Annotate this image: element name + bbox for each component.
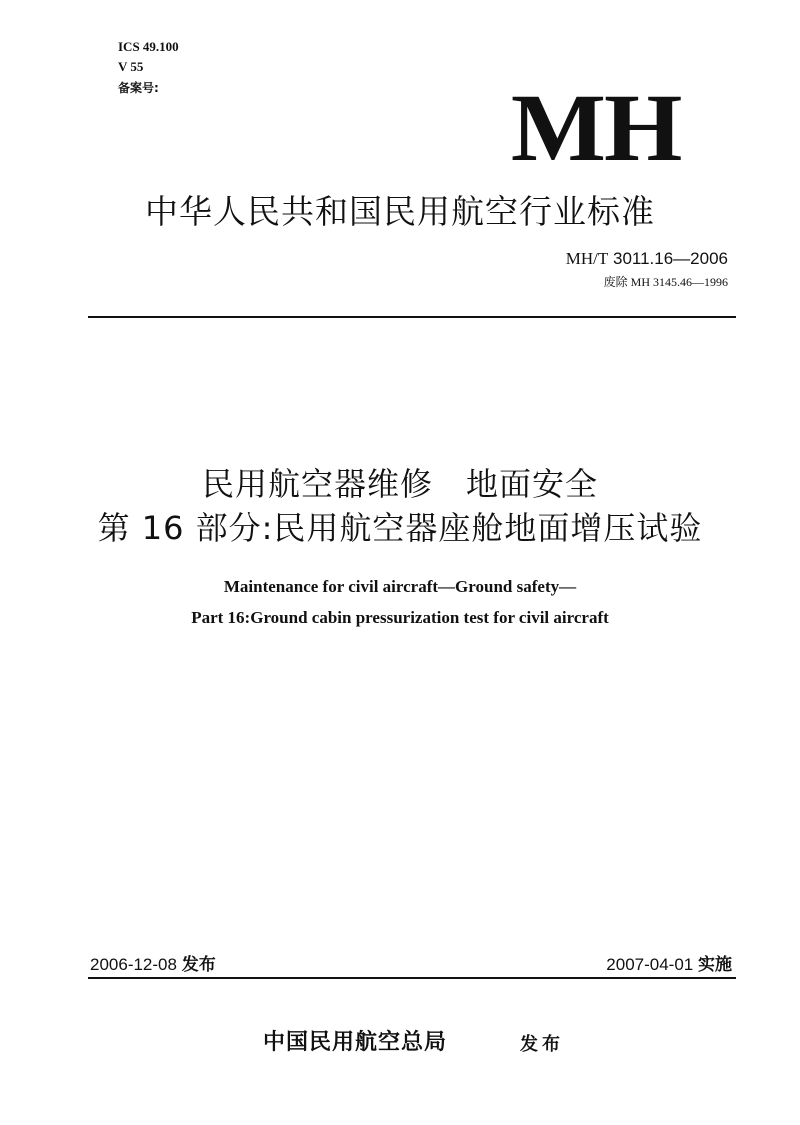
issuing-authority-suffix: 发布 — [520, 1034, 564, 1055]
top-divider — [88, 316, 736, 318]
issue-date-value: 2006-12-08 — [90, 955, 177, 974]
issuing-authority: 中国民用航空总局 — [263, 1030, 448, 1055]
title-en-line-1: Maintenance for civil aircraft—Ground safety— — [223, 577, 577, 596]
standard-code — [566, 248, 728, 270]
standard-code-number: 3011.16—2006 — [612, 249, 728, 268]
bottom-divider — [88, 977, 736, 979]
title-cn-line-1: 民用航空器维修 地面安全 — [201, 465, 598, 503]
implement-date-value: 2007-04-01 — [606, 955, 694, 974]
replaces-standard: 废除 MH 3145.46—1996 — [603, 275, 728, 289]
issue-label: 发布 — [181, 955, 216, 975]
mh-logo: MH — [510, 74, 680, 181]
implement-date — [606, 954, 732, 976]
record-number-label: 备案号: — [118, 81, 159, 95]
issue-date — [90, 954, 216, 976]
implement-label: 实施 — [698, 955, 732, 975]
ics-code: ICS 49.100 — [118, 39, 179, 54]
classification-code: V 55 — [118, 59, 144, 74]
title-en-line-2: Part 16:Ground cabin pressurization test for civil aircraft — [191, 608, 609, 627]
title-cn-line-2: 第 16 部分:民用航空器座舱地面增压试验 — [97, 509, 703, 547]
standard-title: 中华人民共和国民用航空行业标准 — [145, 192, 655, 231]
standard-code-prefix: MH/T — [565, 249, 609, 268]
